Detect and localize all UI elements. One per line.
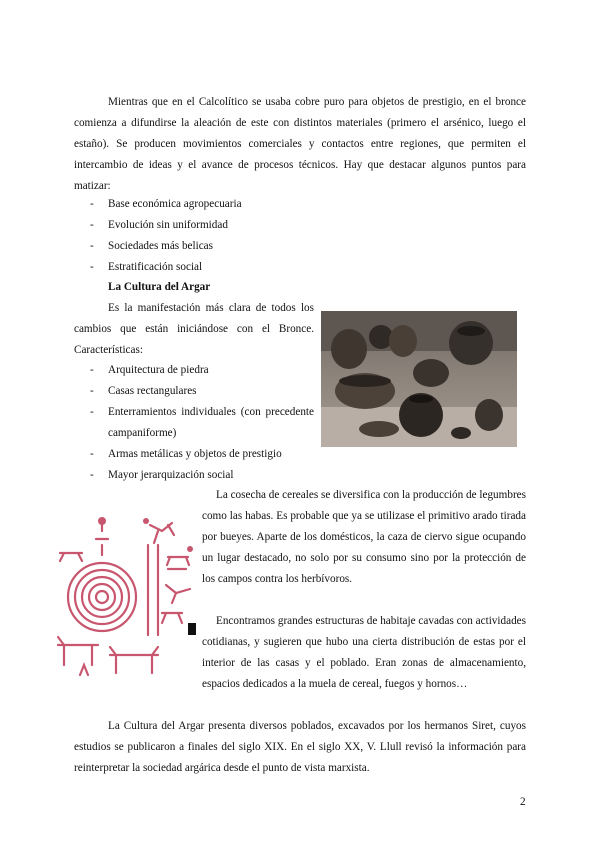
list-item: - Evolución sin uniformidad <box>90 215 242 236</box>
closing-paragraph: La Cultura del Argar presenta diversos poblados, excavados por los hermanos Siret, cuyos estudios se publicaron a finales del siglo XIX. En el siglo XX, V. Llull revisó la información para reinterpretar la sociedad argárica desde el punto de vista marxista. <box>74 720 526 774</box>
list-item: - Armas metálicas y objetos de prestigio <box>90 444 314 465</box>
page-number: 2 <box>520 796 526 808</box>
structures-paragraph: Encontramos grandes estructuras de habitaje cavadas con actividades cotidianas, y sugieren que hubo una cierta distribución de estas por el interior de las casas y el poblado. Eran zonas de almacenamiento, espacios dedicados a la muela de cereal, fuegos y hornos… <box>202 615 526 690</box>
characteristics-list <box>90 360 314 486</box>
key-points-list <box>90 194 242 278</box>
list-item: - Arquitectura de piedra <box>90 360 314 381</box>
list-item: - Estratificación social <box>90 257 242 278</box>
list-item: - Sociedades más belicas <box>90 236 242 257</box>
pottery-image <box>321 311 517 447</box>
intro-paragraph: Mientras que en el Calcolítico se usaba cobre puro para objetos de prestigio, en el bronce comienza a difundirse la aleación de este con distintos materiales (primero el arsénico, luego el estaño). Se producen movimientos comerciales y contactos entre regiones, que permiten el intercambio de ideas y el avance de procesos técnicos. Hay que destacar algunos puntos para matizar: <box>74 96 526 192</box>
argar-intro-paragraph: Es la manifestación más clara de todos los cambios que están iniciándose con el Bronce. Características: <box>74 302 314 356</box>
rock-art-illustration <box>50 505 200 685</box>
harvest-paragraph: La cosecha de cereales se diversifica con la producción de legumbres como las habas. Es probable que ya se utilizase el primitivo arado tirada por bueyes. Aparte de los domésticos, la caza de ciervo sigue ocupando un lugar destacado, no solo por su consumo sino por la protección de los campos contra los herbívoros. <box>202 489 526 585</box>
section-heading: La Cultura del Argar <box>108 281 211 293</box>
argar-pottery-photo <box>321 311 517 447</box>
list-item: - Enterramientos individuales (con precedente campaniforme) <box>90 402 314 444</box>
list-item: - Mayor jerarquización social <box>90 465 314 486</box>
list-item: - Casas rectangulares <box>90 381 314 402</box>
list-item: - Base económica agropecuaria <box>90 194 242 215</box>
